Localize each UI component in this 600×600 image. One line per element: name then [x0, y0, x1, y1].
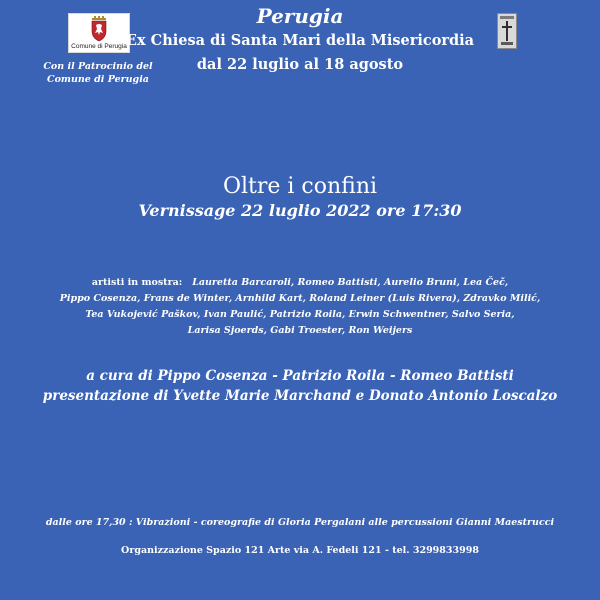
exhibition-title: Oltre i confini	[222, 174, 378, 199]
venue-name: Ex Chiesa di Santa Mari della Misericordia	[125, 32, 475, 49]
city-title: Perugia	[256, 4, 344, 28]
artists-line-3: Tea Vukojević Paškov, Ivan Paulić, Patrizio Roila, Erwin Schwentner, Salvo Seria,	[85, 309, 515, 320]
exhibition-dates: dal 22 luglio al 18 agosto	[196, 56, 404, 73]
patronage-line-1: Con il Patrocinio del	[43, 61, 153, 72]
artists-line-2: Pippo Cosenza, Frans de Winter, Arnhild Kart, Roland Leiner (Luis Rivera), Zdravko Milić,	[59, 293, 541, 304]
artists-label: artisti in mostra:	[91, 277, 183, 288]
vernissage-info: Vernissage 22 luglio 2022 ore 17:30	[138, 201, 462, 220]
logo-caption: Comune di Perugia	[71, 43, 127, 50]
organization-info: Organizzazione Spazio 121 Arte via A. Fedeli 121 - tel. 3299833998	[121, 545, 479, 556]
performance-info: dalle ore 17,30 : Vibrazioni - coreografie di Gloria Pergalani alle percussioni Gianni Maestrucci	[45, 517, 555, 528]
patronage-line-2: Comune di Perugia	[47, 74, 149, 85]
artists-line-4: Larisa Sjoerds, Gabi Troester, Ron Weijers	[187, 325, 413, 336]
artists-line-1	[30, 275, 570, 291]
credits	[0, 366, 600, 406]
curators-line: a cura di Pippo Cosenza - Patrizio Roila - Romeo Battisti	[86, 368, 514, 384]
artists-list	[30, 275, 570, 339]
presentation-line: presentazione di Yvette Marie Marchand e Donato Antonio Loscalzo	[42, 388, 558, 404]
artists-names-1: Lauretta Barcaroli, Romeo Battisti, Aurelio Bruni, Lea Čeč,	[192, 277, 509, 288]
